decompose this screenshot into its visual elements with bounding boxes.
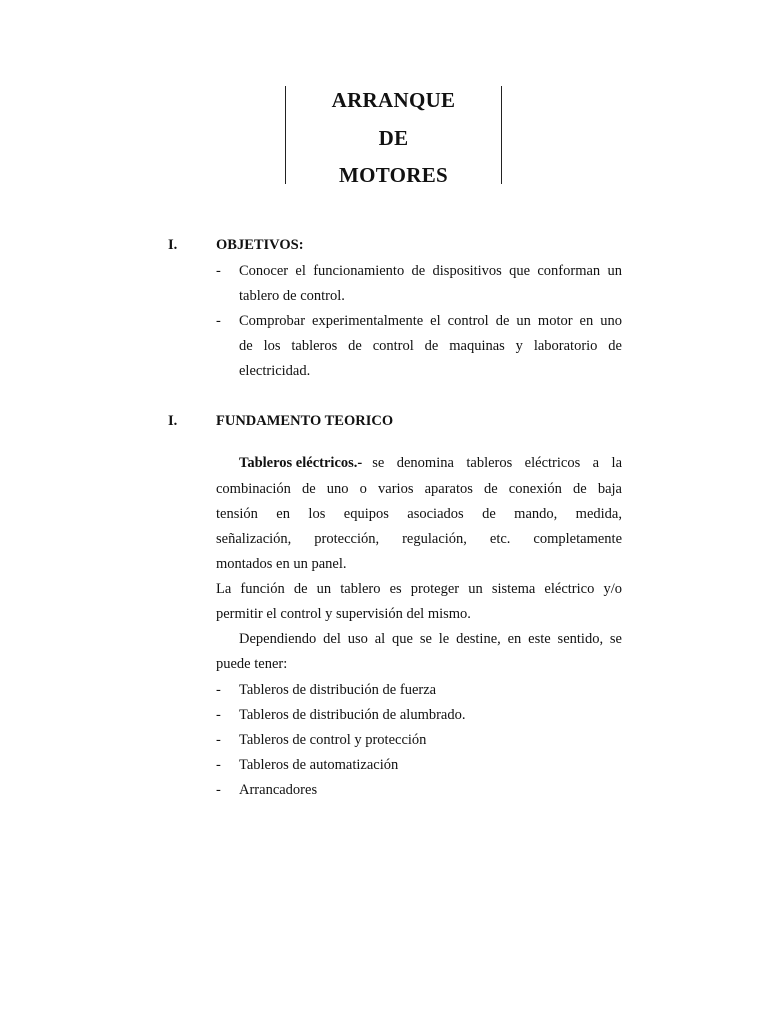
list-item-2: Tableros de distribución de alumbrado. — [239, 707, 466, 723]
para1-line-1 — [239, 455, 622, 472]
para1-line-5: montados en un panel. — [216, 556, 347, 572]
list-item-3: Tableros de control y protección — [239, 732, 427, 748]
para1-line-2: combinación de uno o varios aparatos de conexión de baja — [216, 481, 622, 497]
list-dash-3: - — [216, 732, 221, 748]
title-box — [285, 86, 502, 187]
para2-line-1: La función de un tablero es proteger un sistema eléctrico y/o — [216, 581, 622, 597]
title-line-1: ARRANQUE — [331, 88, 456, 112]
objetivo-2-line-1: Comprobar experimentalmente el control de un motor en uno — [239, 313, 622, 329]
list-item-5: Arrancadores — [239, 782, 318, 798]
section-fundamento-number: I. — [168, 413, 178, 429]
list-dash-1: - — [216, 682, 221, 698]
para2-line-2: permitir el control y supervisión del mismo. — [216, 606, 471, 622]
objetivo-2-dash: - — [216, 313, 221, 329]
title-line-2: DE — [378, 126, 409, 150]
list-dash-4: - — [216, 757, 221, 773]
section-objetivos-number: I. — [168, 237, 178, 253]
section-objetivos-heading: OBJETIVOS: — [216, 237, 304, 253]
para1-term: Tableros eléctricos.- — [239, 455, 363, 471]
title-line-3: MOTORES — [338, 163, 449, 187]
objetivo-1-line-2: tablero de control. — [239, 288, 345, 304]
para3-line-2: puede tener: — [216, 656, 288, 672]
list-dash-2: - — [216, 707, 221, 723]
objetivo-2-line-3: electricidad. — [239, 363, 311, 379]
objetivo-1-dash: - — [216, 263, 221, 279]
objetivo-2-line-2: de los tableros de control de maquinas y laboratorio de — [239, 338, 622, 354]
para3-line-1: Dependiendo del uso al que se le destine, en este sentido, se — [239, 631, 622, 647]
list-item-1: Tableros de distribución de fuerza — [239, 682, 437, 698]
objetivo-1-line-1: Conocer el funcionamiento de dispositivos que conforman un — [239, 263, 622, 279]
list-item-4: Tableros de automatización — [239, 757, 399, 773]
section-fundamento-heading: FUNDAMENTO TEORICO — [216, 413, 394, 429]
para1-line-1-rest: se denomina tableros eléctricos a la — [372, 455, 622, 471]
para1-line-4: señalización, protección, regulación, etc. completamente — [216, 531, 622, 547]
para1-line-3: tensión en los equipos asociados de mando, medida, — [216, 506, 622, 522]
list-dash-5: - — [216, 782, 221, 798]
